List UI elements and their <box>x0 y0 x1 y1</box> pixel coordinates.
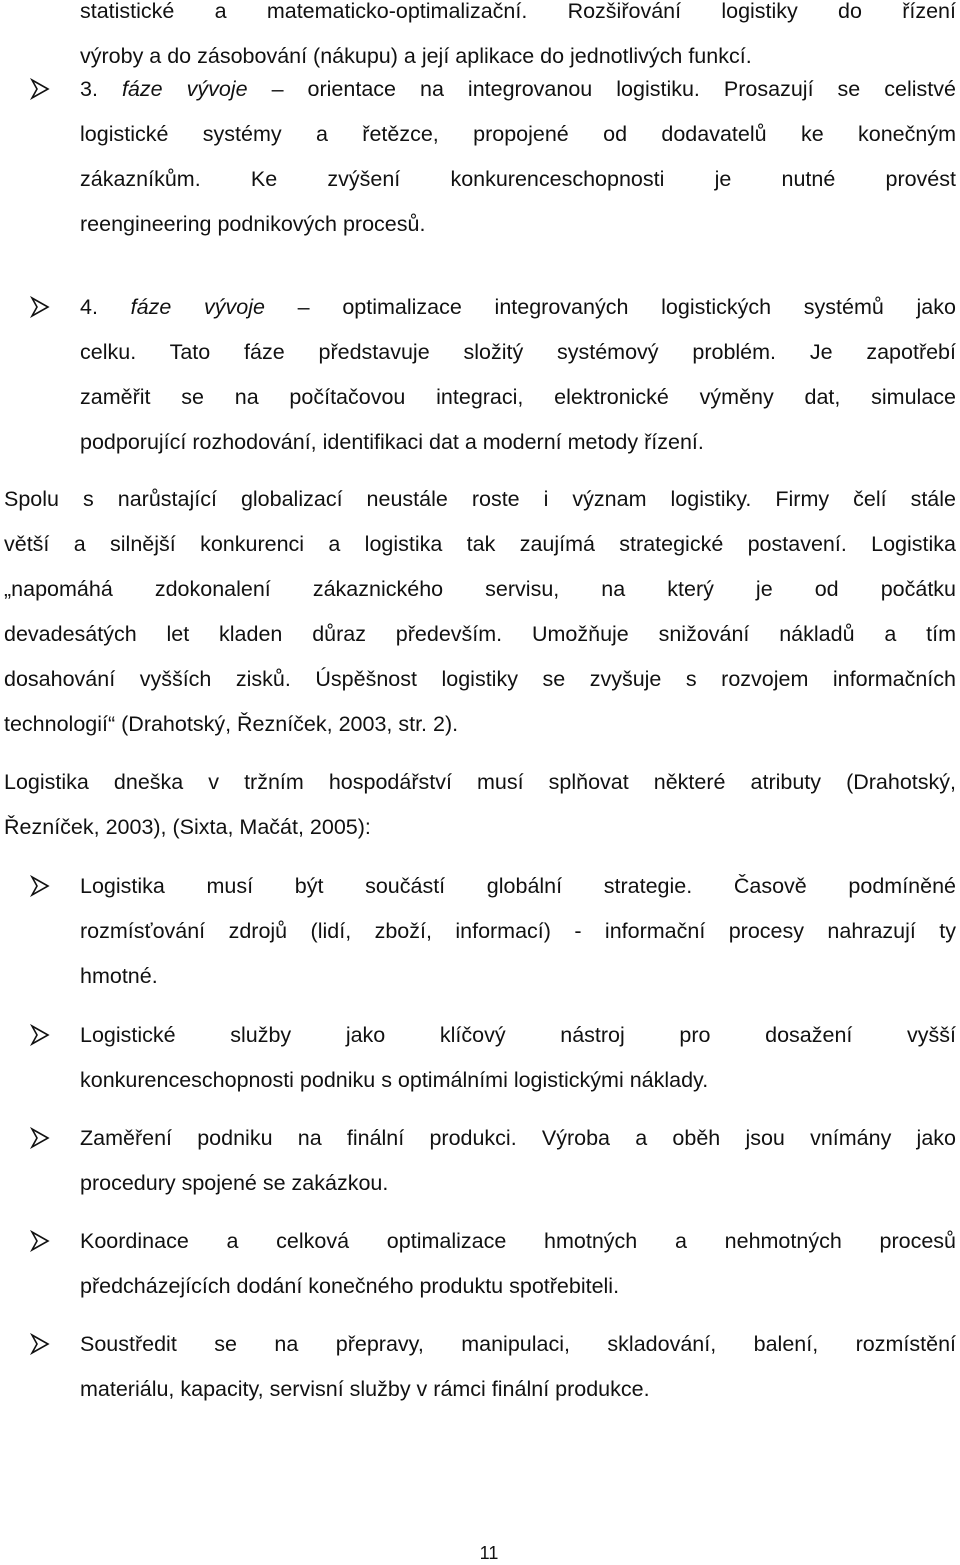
text-line: dosahování vyšších zisků. Úspěšnost logistiky se zvyšuje s rozvojem informačních <box>4 667 956 691</box>
bullet-item <box>80 1322 956 1412</box>
phase-description: – orientace na integrovanou logistiku. Prosazují se celistvé <box>271 77 956 101</box>
text-line: rozmísťování zdrojů (lidí, zboží, informací) - informační procesy nahrazují ty <box>80 919 956 943</box>
phase-3-first-line <box>80 67 956 112</box>
text-line: technologií“ (Drahotský, Řezníček, 2003, str. 2). <box>4 712 459 736</box>
text-line: Logistické služby jako klíčový nástroj pro dosažení vyšší <box>80 1023 956 1047</box>
text-line: materiálu, kapacity, servisní služby v rámci finální produkce. <box>80 1377 650 1401</box>
text-line: Řezníček, 2003), (Sixta, Mačát, 2005): <box>4 815 371 839</box>
text-line: hmotné. <box>80 964 158 988</box>
text-line: větší a silnější konkurenci a logistika tak zaujímá strategické postavení. Logistika <box>4 532 956 556</box>
text-line: výroby a do zásobování (nákupu) a její aplikace do jednotlivých funkcí. <box>80 44 752 68</box>
text-line: předcházejících dodání konečného produktu spotřebiteli. <box>80 1274 620 1298</box>
arrowhead-bullet-icon <box>30 296 50 318</box>
arrowhead-bullet-icon <box>30 1230 50 1252</box>
arrowhead-bullet-icon <box>30 875 50 897</box>
text-line: reengineering podnikových procesů. <box>80 212 426 236</box>
arrowhead-bullet-icon <box>30 1333 50 1355</box>
text-line: logistické systémy a řetězce, propojené od dodavatelů ke konečným <box>80 122 956 146</box>
phase-number: 3. <box>80 77 98 101</box>
text-line: Soustředit se na přepravy, manipulaci, skladování, balení, rozmístění <box>80 1332 956 1356</box>
page-number: 11 <box>479 1543 499 1563</box>
paragraph-attributes <box>4 760 956 850</box>
bullet-item <box>80 1116 956 1206</box>
phase-4-item <box>80 285 956 465</box>
bullet-item <box>80 1013 956 1103</box>
text-line: devadesátých let kladen důraz především. Umožňuje snižování nákladů a tím <box>4 622 956 646</box>
phase-number: 4. <box>80 295 98 319</box>
text-line: zákazníkům. Ke zvýšení konkurenceschopnosti je nutné provést <box>80 167 956 191</box>
text-line: podporující rozhodování, identifikaci dat a moderní metody řízení. <box>80 430 704 454</box>
text-line: „napomáhá zdokonalení zákaznického servisu, na který je od počátku <box>4 577 956 601</box>
text-line: Logistika musí být součástí globální strategie. Časově podmíněné <box>80 874 956 898</box>
text-line: Zaměření podniku na finální produkci. Výroba a oběh jsou vnímány jako <box>80 1126 956 1150</box>
text-line: celku. Tato fáze představuje složitý systémový problém. Je zapotřebí <box>80 340 956 364</box>
text-line: Koordinace a celková optimalizace hmotných a nehmotných procesů <box>80 1229 956 1253</box>
arrowhead-bullet-icon <box>30 1127 50 1149</box>
text-line: zaměřit se na počítačovou integraci, elektronické výměny dat, simulace <box>80 385 956 409</box>
bullet-item <box>80 1219 956 1309</box>
phase-description: – optimalizace integrovaných logistických systémů jako <box>297 295 956 319</box>
bullet-item <box>80 864 956 999</box>
text-line: procedury spojené se zakázkou. <box>80 1171 389 1195</box>
phase-term: fáze vývoje <box>130 295 265 319</box>
text-line: Spolu s narůstající globalizací neustále roste i význam logistiky. Firmy čelí stále <box>4 487 956 511</box>
arrowhead-bullet-icon <box>30 1024 50 1046</box>
phase-4-first-line <box>80 285 956 330</box>
text-line: Logistika dneška v tržním hospodářství musí splňovat některé atributy (Drahotský, <box>4 770 956 794</box>
text-line: statistické a matematicko-optimalizační. Rozšiřování logistiky do řízení <box>80 0 956 23</box>
phase-3-item <box>80 67 956 247</box>
arrowhead-bullet-icon <box>30 78 50 100</box>
paragraph-globalization <box>4 477 956 747</box>
phase-term: fáze vývoje <box>121 77 248 101</box>
text-line: konkurenceschopnosti podniku s optimálními logistickými náklady. <box>80 1068 709 1092</box>
